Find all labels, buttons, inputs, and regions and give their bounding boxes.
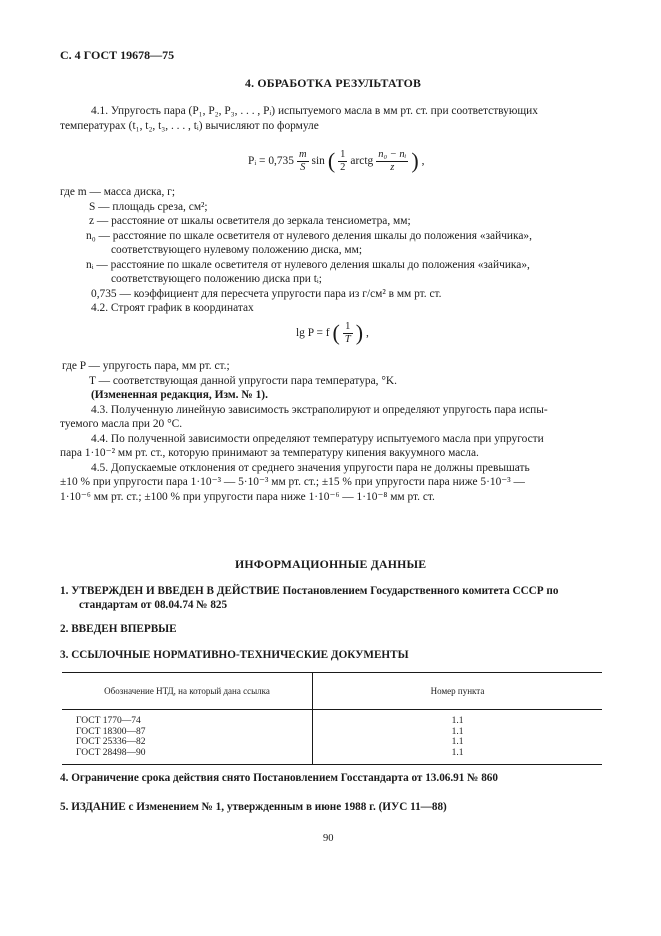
formula2-numerator: 1: [343, 321, 353, 334]
formula-vapor-pressure: [248, 144, 425, 178]
info-item-2: 2. ВВЕДЕН ВПЕРВЫЕ: [60, 623, 177, 635]
formula1-paren-open: (: [327, 148, 336, 173]
info-item-1-line-2: стандартам от 08.04.74 № 825: [79, 599, 228, 611]
table-item-4: 1.1: [451, 747, 464, 758]
table-item-1: 1.1: [451, 716, 464, 726]
formula1-n-diff: n₀ − nᵢ: [378, 148, 407, 160]
formula1-half-numerator: 1: [340, 148, 346, 160]
definition-coefficient: 0,735 — коэффициент для пересчета упругости пара из г/см² в мм рт. ст.: [91, 288, 442, 300]
reference-documents-table: [62, 672, 602, 765]
info-item-1-line-1: 1. УТВЕРЖДЕН И ВВЕДЕН В ДЕЙСТВИЕ Постановлением Государственного комитета СССР по: [60, 585, 559, 597]
definition-m: где m — масса диска, г;: [60, 186, 175, 198]
definition-s: S — площадь среза, см²;: [89, 201, 208, 213]
definition-ni-cont: соответствующего положению диска при tᵢ;: [111, 273, 322, 285]
formula1-fraction-half: [338, 149, 347, 174]
formula-coordinates: [296, 316, 369, 350]
definition-z: z — расстояние от шкалы осветителя до зеркала тенсиометра, мм;: [89, 215, 411, 227]
definition-n0-cont: соответствующего нулевому положению диска, мм;: [111, 244, 363, 256]
table-cell-docs: [62, 710, 313, 765]
formula1-paren-close: ): [411, 148, 419, 173]
paragraph-4-4-line-2: пара 1·10⁻² мм рт. ст., которую принимают за температуру кипения вакуумного масла.: [60, 447, 479, 459]
formula1-arctg: arctg: [350, 155, 374, 167]
page-number: 90: [323, 833, 334, 844]
paragraph-4-5-line-2: ±10 % при упругости пара 1·10⁻³ — 5·10⁻³ мм рт. ст.; ±15 % при упругости пара ниже 5·10⁻³ —: [60, 476, 525, 488]
revision-note: (Измененная редакция, Изм. № 1).: [91, 389, 268, 401]
definition-t: T — соответствующая данной упругости пара температура, °K.: [89, 375, 397, 387]
paragraph-4-5-line-1: 4.5. Допускаемые отклонения от среднего значения упругости пара не должны превышать: [91, 462, 530, 474]
table-cell-items: [313, 710, 603, 765]
formula1-m: m: [298, 148, 307, 160]
paragraph-4-3-line-2: туемого масла при 20 °С.: [60, 418, 183, 430]
info-item-4: 4. Ограничение срока действия снято Постановлением Госстандарта от 13.06.91 № 860: [60, 772, 498, 784]
table-row: [62, 710, 602, 765]
table-doc-3: ГОСТ 25336—82: [76, 737, 146, 747]
paragraph-4-4-line-1: 4.4. По полученной зависимости определяют температуру испытуемого масла при упругости: [91, 433, 544, 445]
table-item-2: 1.1: [451, 726, 464, 737]
formula1-s: S: [300, 161, 306, 173]
table-header-doc: Обозначение НТД, на который дана ссылка: [62, 673, 313, 710]
section-4-title: 4. ОБРАБОТКА РЕЗУЛЬТАТОВ: [245, 76, 422, 90]
table-header-item: Номер пункта: [313, 673, 603, 710]
formula1-fraction-m-s: [297, 149, 309, 174]
info-item-3: 3. ССЫЛОЧНЫЕ НОРМАТИВНО-ТЕХНИЧЕСКИЕ ДОКУМЕНТЫ: [60, 649, 409, 661]
formula1-lhs: Pᵢ = 0,735: [248, 155, 294, 167]
definition-ni: nᵢ — расстояние по шкале осветителя от нулевого деления шкалы до положения «зайчика»,: [86, 259, 530, 271]
formula2-lhs: lg P = f: [296, 327, 330, 339]
table-header-row: [62, 673, 602, 710]
table-doc-2: ГОСТ 18300—87: [76, 726, 146, 737]
formula1-z: z: [390, 161, 395, 173]
formula2-paren-close: ): [355, 320, 364, 345]
formula2-denominator: T: [344, 333, 351, 345]
page-header: С. 4 ГОСТ 19678—75: [60, 48, 175, 62]
info-title: ИНФОРМАЦИОННЫЕ ДАННЫЕ: [235, 557, 427, 571]
paragraph-4-2: 4.2. Строят график в координатах: [91, 302, 254, 314]
formula1-fraction-n-z: [376, 149, 408, 174]
paragraph-4-1-line-1: 4.1. Упругость пара (P₁, P₂, P₃, . . . , Pᵢ) испытуемого масла в мм рт. ст. при соответствующих: [91, 105, 538, 117]
table-doc-1: ГОСТ 1770—74: [76, 716, 141, 726]
formula2-fraction: [343, 321, 353, 346]
formula1-half-denominator: 2: [340, 161, 346, 173]
table-item-3: 1.1: [451, 737, 464, 747]
paragraph-4-1-line-2: температурах (t₁, t₂, t₃, . . . , tᵢ) вычисляют по формуле: [60, 120, 319, 132]
paragraph-4-3-line-1: 4.3. Полученную линейную зависимость экстраполируют и определяют упругость пара испы-: [91, 404, 548, 416]
formula2-paren-open: (: [332, 320, 340, 345]
definition-n0: n₀ — расстояние по шкале осветителя от нулевого деления шкалы до положения «зайчика»,: [86, 230, 532, 242]
table-doc-4: ГОСТ 28498—90: [76, 747, 146, 758]
paragraph-4-5-line-3: 1·10⁻⁶ мм рт. ст.; ±100 % при упругости пара ниже 1·10⁻⁶ — 1·10⁻⁸ мм рт. ст.: [60, 491, 435, 503]
formula1-end: ,: [421, 155, 425, 167]
info-item-5: 5. ИЗДАНИЕ с Изменением № 1, утвержденным в июне 1988 г. (ИУС 11—88): [60, 801, 447, 813]
formula2-end: ,: [366, 327, 369, 339]
formula1-sin: sin: [311, 155, 325, 167]
definition-p: где P — упругость пара, мм рт. ст.;: [62, 360, 230, 372]
